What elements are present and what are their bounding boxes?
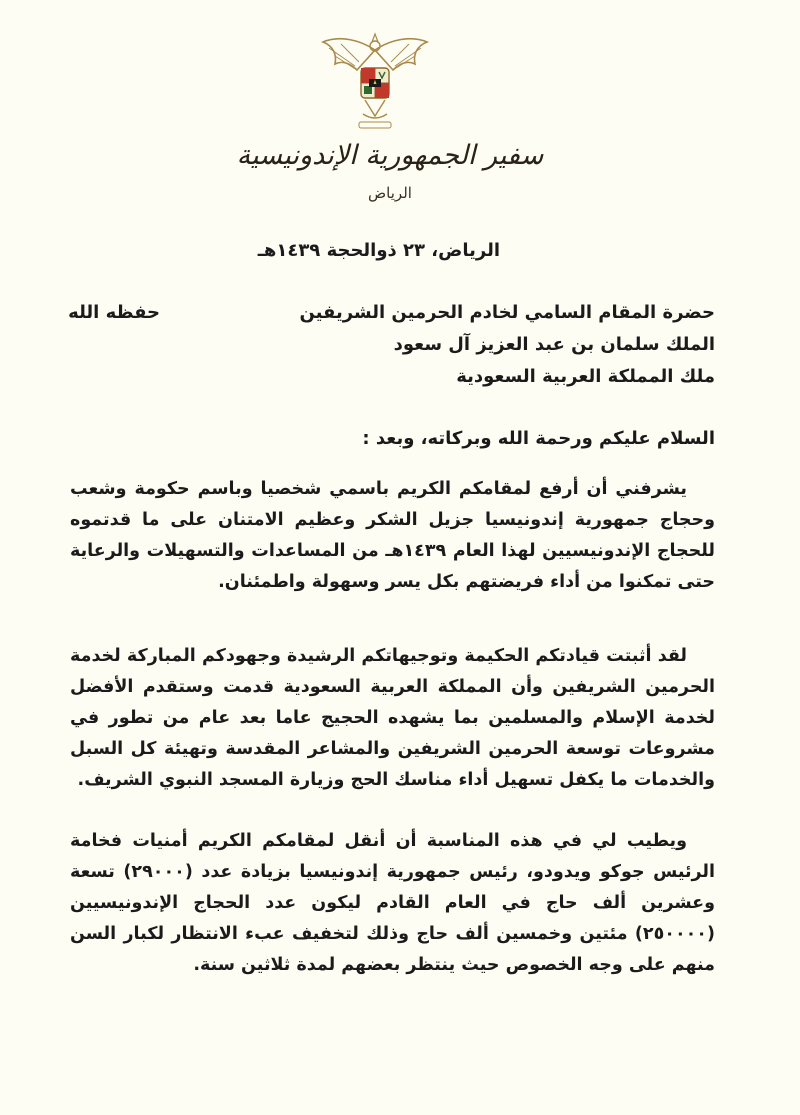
garuda-pancasila-emblem-icon	[315, 30, 435, 140]
paragraph-2: لقد أثبتت قيادتكم الحكيمة وتوجيهاتكم الرشيدة وجهودكم المباركة لخدمة الحرمين الشريفين وأن المملكة العربية السعودية قدمت وستقدم الأفضل لخدمة الإسلام والمسلمين بما يشهده الحجيج عاما بعد عام من تطور في مشروعات توسعة الحرمين الشريفين والمشاعر المقدسة وتهيئة كل السبل والخدمات ما يكفل تسهيل أداء مناسك الحج وزيارة المسجد النبوي الشريف.	[70, 646, 715, 790]
letterhead-city: الرياض	[368, 184, 412, 202]
paragraph-1: يشرفني أن أرفع لمقامكم الكريم باسمي شخصيا وباسم حكومة وشعب وحجاج جمهورية إندونيسيا جزيل الشكر وعظيم الامتنان على ما قدتموه للحجاج الإندونيسيين لهذا العام ١٤٣٩هـ من المساعدات والتسهيلات والرعاية حتى تمكنوا من أداء فريضتهم بكل يسر وسهولة واطمئنان.	[70, 479, 716, 592]
addressee-line-1: حضرة المقام السامي لخادم الحرمين الشريفين	[299, 302, 715, 323]
addressee-line-2: الملك سلمان بن عبد العزيز آل سعود	[393, 334, 715, 355]
letterhead-title: سفير الجمهورية الإندونيسية	[236, 140, 544, 171]
greeting: السلام عليكم ورحمة الله وبركاته، وبعد :	[362, 428, 715, 449]
paragraph-3: ويطيب لي في هذه المناسبة أن أنقل لمقامكم الكريم أمنيات فخامة الرئيس جوكو ويدودو، رئيس جمهورية إندونيسيا بزيادة عدد (٢٩٠٠٠) تسعة وعشرين ألف حاج في العام القادم ليكون عدد الحجاج الإندونيسيين (٢٥٠٠٠٠) مئتين وخمسين ألف حاج وذلك لتخفيف عبء الانتظار لكبار السن منهم على وجه الخصوص حيث ينتظر بعضهم لمدة ثلاثين سنة.	[70, 831, 715, 975]
addressee-honorific: حفظه الله	[68, 302, 160, 323]
letter-date: الرياض، ٢٣ ذوالحجة ١٤٣٩هـ	[257, 240, 500, 261]
addressee-line-3: ملك المملكة العربية السعودية	[456, 366, 715, 387]
